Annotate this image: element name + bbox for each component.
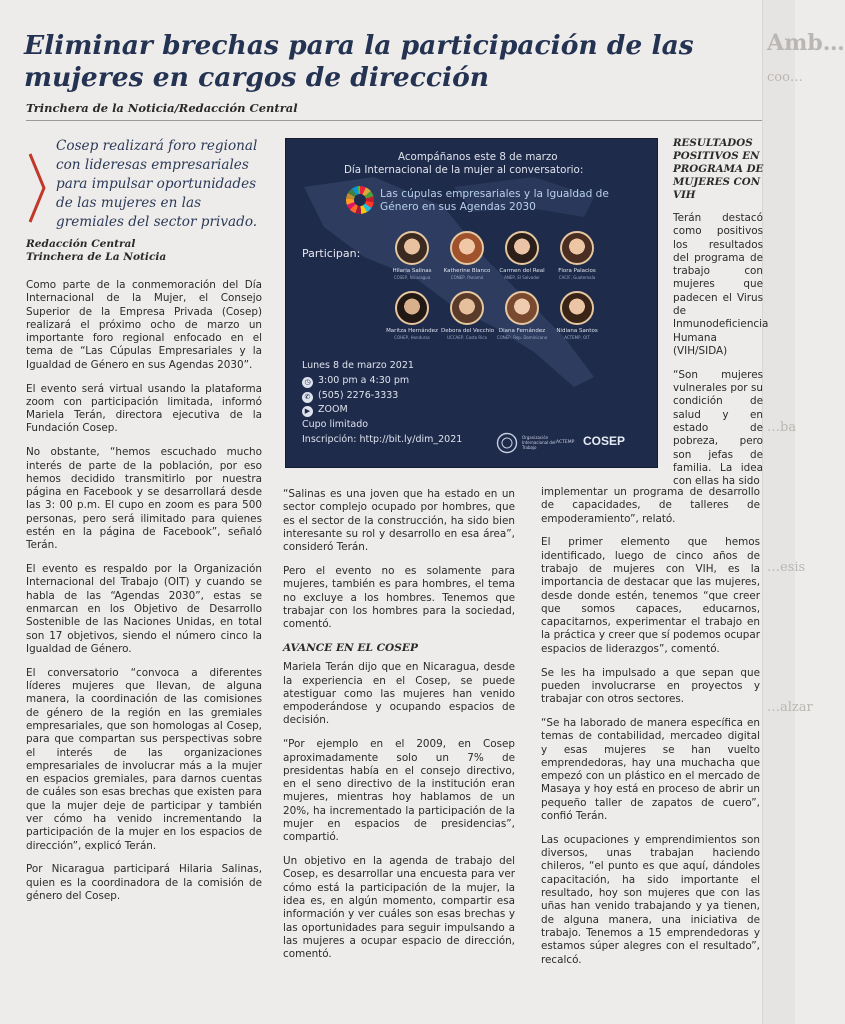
participants-label: Participan: (302, 247, 361, 260)
sponsor-logos (496, 432, 646, 456)
header-divider (26, 120, 762, 121)
event-capacity: Cupo limitado (302, 419, 369, 431)
column-2 (283, 488, 515, 972)
participant: Maritza Hernández COHEP, Honduras (386, 291, 438, 340)
bleed-fragment: …ba (767, 420, 797, 435)
participant-photo (560, 291, 594, 325)
paragraph: “Salinas es una joven que ha estado en un sector complejo ocupado por hombres, que es el sector de la construcción, ha sido bien interesante su rol y desarrollo en esa área”, consideró Terán. (283, 488, 515, 554)
signature-line: Redacción Central (26, 238, 136, 250)
phone-icon: ✆ (302, 392, 313, 403)
participant: Hilaria Salinas COSEP, Nicaragua (386, 231, 438, 280)
event-platform-row (302, 403, 462, 418)
sdg-wheel-icon (346, 186, 374, 214)
event-date: Lunes 8 de marzo 2021 (302, 360, 414, 371)
flyer-topic: Las cúpulas empresariales y la Igualdad de Género en sus Agendas 2030 (380, 188, 609, 213)
bleed-fragment: …esis (767, 560, 806, 575)
article-headline: Eliminar brechas para la participación de las mujeres en cargos de dirección (24, 30, 694, 93)
paragraph: No obstante, “hemos escuchado mucho interés de parte de la población, por eso hemos decidido transmitirlo por nuestra página en Facebook y se desarrollará desde las 3: 00 p.m. El cupo en zoom es para 500 personas, pero será ilimitado para quienes estén en la página de Facebook”, señaló Terán. (26, 446, 262, 552)
event-platform: ZOOM (318, 404, 348, 416)
lead-paragraph: Cosep realizará foro regional con lideresas empresariales para impulsar oportunidades de las mujeres en las gremiales del sector privado. (56, 138, 258, 230)
participant-photo (560, 231, 594, 265)
paragraph: El evento será virtual usando la plataforma zoom con participación limitada, informó Mariela Terán, directora ejecutiva de la Fundación Cosep. (26, 382, 262, 435)
participant: Carmen del Real ANEP, El Salvador (496, 231, 548, 280)
event-phone-row (302, 389, 462, 404)
paragraph: Las ocupaciones y emprendimientos son diversos, unas trabajan haciendo chileros, “el punto es que aquí, dándoles capacitación, ha sido importante el resultado, hoy son mujeres que con las uñas han venido trabajando y ya tienen, de alguna manera, una iniciativa de trabajo. Tenemos a 15 emprendedoras y estamos súper alegres con el resultado”, recalcó. (541, 833, 760, 966)
paragraph: El conversatorio “convoca a diferentes líderes mujeres que llevan, de alguna manera, la coordinación de las comisiones de género de la región en las gremiales empresariales, que son homologas al Cosep, para que compartan sus perspectivas sobre el interés de las organizaciones empresariales de involucrar más a la mujer en espacios gremiales, para darnos cuentas de cuáles son esas brechas que existen para que la mujer deje de participar y también ver cómo ha venido incrementando la participación de la mujer en los espacios de dirección”, explicó Terán. (26, 666, 262, 852)
paragraph: Pero el evento no es solamente para mujeres, también es para hombres, el tema no excluye a los hombres. Tenemos que trabajar con los hombres para la sociedad, comentó. (283, 564, 515, 631)
paragraph: El primer elemento que hemos identificado, luego de cinco años de trabajo de mujeres con VIH, es la importancia de destacar que las mujeres, desde donde estén, tenemos “que creer que somos capaces, educarnos, capacitarnos, experimentar el trabajo en la práctica y creer que sí podemos ocupar espacios de liderazgos”, comentó. (541, 536, 760, 655)
paragraph: Un objetivo en la agenda de trabajo del Cosep, es desarrollar una encuesta para ver cómo está la participación de la mujer, la idea es, en algún momento, compartir esa información y ver cuáles son esas brechas y las oportunidades para seguir impulsando a las mujeres a ocupar espacio de dirección, comentó. (283, 855, 515, 961)
cosep-logo: COSEP (583, 434, 626, 448)
bleed-fragment: …alzar (767, 700, 813, 715)
bleed-fragment: Amb… (767, 30, 845, 56)
participant-photo (505, 291, 539, 325)
subhead-resultados: RESULTADOS POSITIVOS EN PROGRAMA DE MUJERES CON VIH (673, 137, 764, 201)
participant: Debora del Vecchio UCCAEP, Costa Rica (441, 291, 493, 340)
event-phone: (505) 2276-3333 (318, 389, 399, 401)
paragraph: Como parte de la conmemoración del Día Internacional de la Mujer, el Consejo Superior de la Empresa Privada (Cosep) realizará el próximo ocho de marzo un importante foro regional enfocado en el tema de “Las Cúpulas Empresariales y la Igualdad de Género en sus Agendas 2030”. (26, 279, 262, 371)
paragraph: Mariela Terán dijo que en Nicaragua, desde la experiencia en el Cosep, se puede atestiguar como las mujeres han venido empoderándose y ocupando espacios de decisión. (283, 661, 515, 727)
participant: Diana Fernández CONEP, Rep. Dominicana (496, 291, 548, 340)
actemp-logo: ACTEMP (556, 440, 575, 445)
event-registration: Inscripción: http://bit.ly/dim_2021 (302, 433, 463, 445)
author-signature (26, 238, 166, 264)
column-1 (26, 279, 262, 914)
video-icon: ▶ (302, 406, 313, 417)
paragraph: El evento es respaldo por la Organización Internacional del Trabajo (OIT) y cuando se habla de las “Agendas 2030”, estas se enmarcan en los Objetivo de Desarrollo Sostenible de las Naciones Unidas, en total son 17 objetivos, siendo el número cinco la Igualdad de Género. (26, 563, 262, 655)
participant: Katherine Blanco CONEP, Panamá (441, 231, 493, 280)
oit-logo-text: Organización Internacional del Trabajo (522, 435, 556, 450)
event-time-row (302, 374, 462, 389)
column-narrow (673, 212, 769, 499)
participant-photo (395, 231, 429, 265)
paragraph: Terán destacó como positivos los resultados del programa de trabajo con mujeres que padecen el Virus de Inmunodeficiencia Humana (VIH/SIDA) (673, 212, 769, 357)
clock-icon: ◷ (302, 377, 313, 388)
paragraph: “Por ejemplo en el 2009, en Cosep aproximadamente solo un 7% de presidentas había en el consejo directivo, en el seno directivo de la institución eran mujeres, mientras hoy hablamos de un 20%, ha incrementado la participación de la mujer en espacios de presidencias”, compartió. (283, 738, 515, 844)
participant-photo (450, 231, 484, 265)
paragraph: Se les ha impulsado a que sepan que pueden involucrarse en proyectos y trabajar con otros sectores. (541, 666, 760, 706)
paragraph: “Son mujeres vulnerales por su condición de salud y en estado de pobreza, pero son jefas de familia. La idea con ellas ha sido (673, 368, 763, 488)
participant: Flora Palacios CACIF, Guatemala (551, 231, 603, 280)
oit-logo-icon (496, 432, 518, 454)
chevron-right-icon (24, 148, 50, 228)
flyer-heading: Acompáñanos este 8 de marzo (398, 151, 558, 163)
flyer-heading: Día Internacional de la mujer al conversatorio: (344, 164, 584, 176)
signature-line: Trinchera de La Noticia (26, 251, 167, 263)
paragraph: “Se ha laborado de manera específica en temas de contabilidad, mercadeo digital y esas mujeres se han vuelto emprendedoras, hay una muchacha que empezó con un plástico en el mercado de Masaya y hoy está en proceso de abrir un pequeño taller de zapatos de cuero”, confió Terán. (541, 716, 760, 823)
bleed-fragment: coo… (767, 70, 803, 85)
column-3 (541, 486, 760, 977)
byline: Trinchera de la Noticia/Redacción Central (26, 101, 298, 115)
paragraph: implementar un programa de desarrollo de capacidades, de talleres de empoderamiento”, relató. (541, 486, 760, 525)
event-details (302, 359, 462, 448)
paragraph: Por Nicaragua participará Hilaria Salinas, quien es la coordinadora de la comisión de género del Cosep. (26, 863, 262, 902)
participant-photo (505, 231, 539, 265)
event-time: 3:00 pm a 4:30 pm (318, 374, 410, 386)
participant-photo (395, 291, 429, 325)
event-flyer (285, 138, 658, 468)
adjacent-page-edge (762, 0, 845, 1024)
participant-photo (450, 291, 484, 325)
participant: Nidiana Santos ACTEMP, OIT (551, 291, 603, 340)
subhead-avance: AVANCE EN EL COSEP (283, 641, 418, 654)
